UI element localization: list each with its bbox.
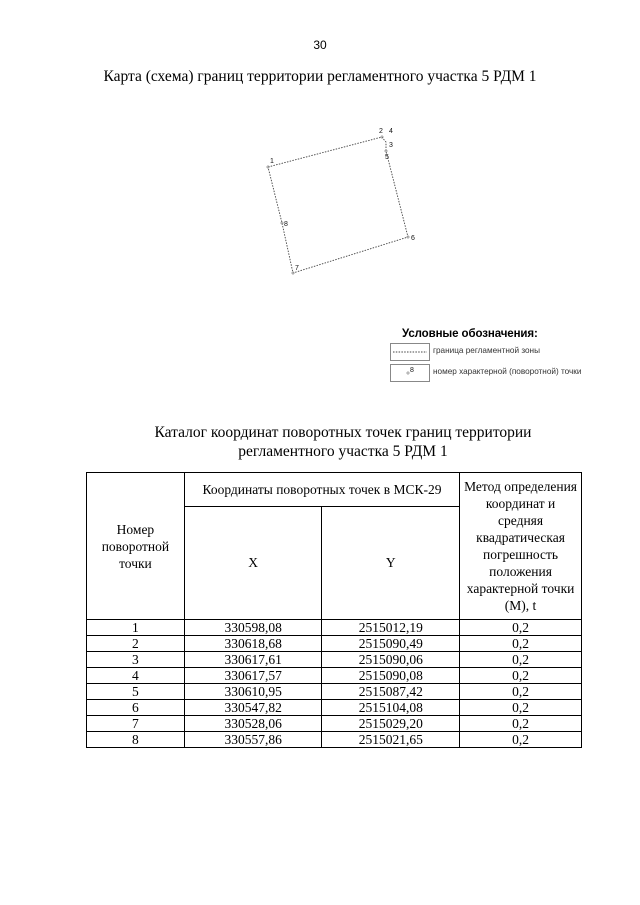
- map-point-label: 6: [411, 235, 415, 242]
- cell-point-number: 4: [87, 668, 185, 684]
- cell-y: 2515090,06: [322, 652, 460, 668]
- header-y: Y: [322, 507, 460, 620]
- cell-method: 0,2: [460, 716, 582, 732]
- cell-method: 0,2: [460, 668, 582, 684]
- map-legend: [388, 328, 638, 382]
- map-point-label: 8: [284, 221, 288, 228]
- cell-y: 2515090,49: [322, 636, 460, 652]
- cell-point-number: 1: [87, 620, 185, 636]
- cell-x: 330610,95: [184, 684, 322, 700]
- header-x: X: [184, 507, 322, 620]
- map-point-label: 5: [385, 154, 389, 161]
- header-coordinates: Координаты поворотных точек в МСК-29: [184, 473, 459, 507]
- map-point-label: 3: [389, 142, 393, 149]
- cell-y: 2515012,19: [322, 620, 460, 636]
- cell-x: 330547,82: [184, 700, 322, 716]
- cell-method: 0,2: [460, 620, 582, 636]
- cell-point-number: 2: [87, 636, 185, 652]
- cell-method: 0,2: [460, 636, 582, 652]
- catalog-title-line-2: регламентного участка 5 РДМ 1: [238, 443, 448, 460]
- header-point-number: Номер поворотной точки: [87, 473, 185, 620]
- table-row: [87, 620, 582, 636]
- table-row: [87, 668, 582, 684]
- map-title: Карта (схема) границ территории регламентного участка 5 РДМ 1: [103, 68, 537, 85]
- legend-sample-number: 8: [410, 367, 414, 374]
- cell-y: 2515029,20: [322, 716, 460, 732]
- map-point-label: 1: [270, 158, 274, 165]
- cell-point-number: 3: [87, 652, 185, 668]
- table-row: [87, 636, 582, 652]
- table-row: [87, 716, 582, 732]
- cell-x: 330598,08: [184, 620, 322, 636]
- map-point-label: 2: [379, 128, 383, 135]
- cell-point-number: 5: [87, 684, 185, 700]
- map-point-label: 7: [295, 265, 299, 272]
- coordinates-table: [86, 472, 582, 748]
- cell-x: 330528,06: [184, 716, 322, 732]
- cell-y: 2515087,42: [322, 684, 460, 700]
- cell-y: 2515090,08: [322, 668, 460, 684]
- legend-text-boundary: граница регламентной зоны: [433, 346, 540, 355]
- catalog-title-line-1: Каталог координат поворотных точек границ территории: [154, 424, 532, 441]
- cell-x: 330557,86: [184, 732, 322, 748]
- cell-point-number: 7: [87, 716, 185, 732]
- cell-x: 330618,68: [184, 636, 322, 652]
- table-row: [87, 652, 582, 668]
- legend-title: Условные обозначения:: [402, 328, 538, 340]
- cell-y: 2515104,08: [322, 700, 460, 716]
- catalog-title: [0, 423, 640, 461]
- table-row: [87, 700, 582, 716]
- cell-x: 330617,61: [184, 652, 322, 668]
- table-row: [87, 732, 582, 748]
- cell-method: 0,2: [460, 652, 582, 668]
- point-marker-icon: [391, 365, 429, 381]
- legend-swatch-boundary: [390, 343, 430, 361]
- legend-text-point: номер характерной (поворотной) точки: [433, 367, 582, 376]
- map-point-label: 4: [389, 128, 393, 135]
- cell-point-number: 8: [87, 732, 185, 748]
- cell-x: 330617,57: [184, 668, 322, 684]
- page-number: 30: [313, 38, 327, 52]
- legend-item-point: [388, 364, 638, 382]
- dashed-line-icon: [391, 344, 429, 360]
- cell-method: 0,2: [460, 700, 582, 716]
- table-row: [87, 684, 582, 700]
- cell-point-number: 6: [87, 700, 185, 716]
- cell-method: 0,2: [460, 732, 582, 748]
- cell-y: 2515021,65: [322, 732, 460, 748]
- cell-method: 0,2: [460, 684, 582, 700]
- legend-swatch-point: [390, 364, 430, 382]
- header-method: Метод определения координат и средняя квадратическая погрешность положения характерной точки (М), t: [460, 473, 582, 620]
- legend-item-boundary: [388, 343, 638, 361]
